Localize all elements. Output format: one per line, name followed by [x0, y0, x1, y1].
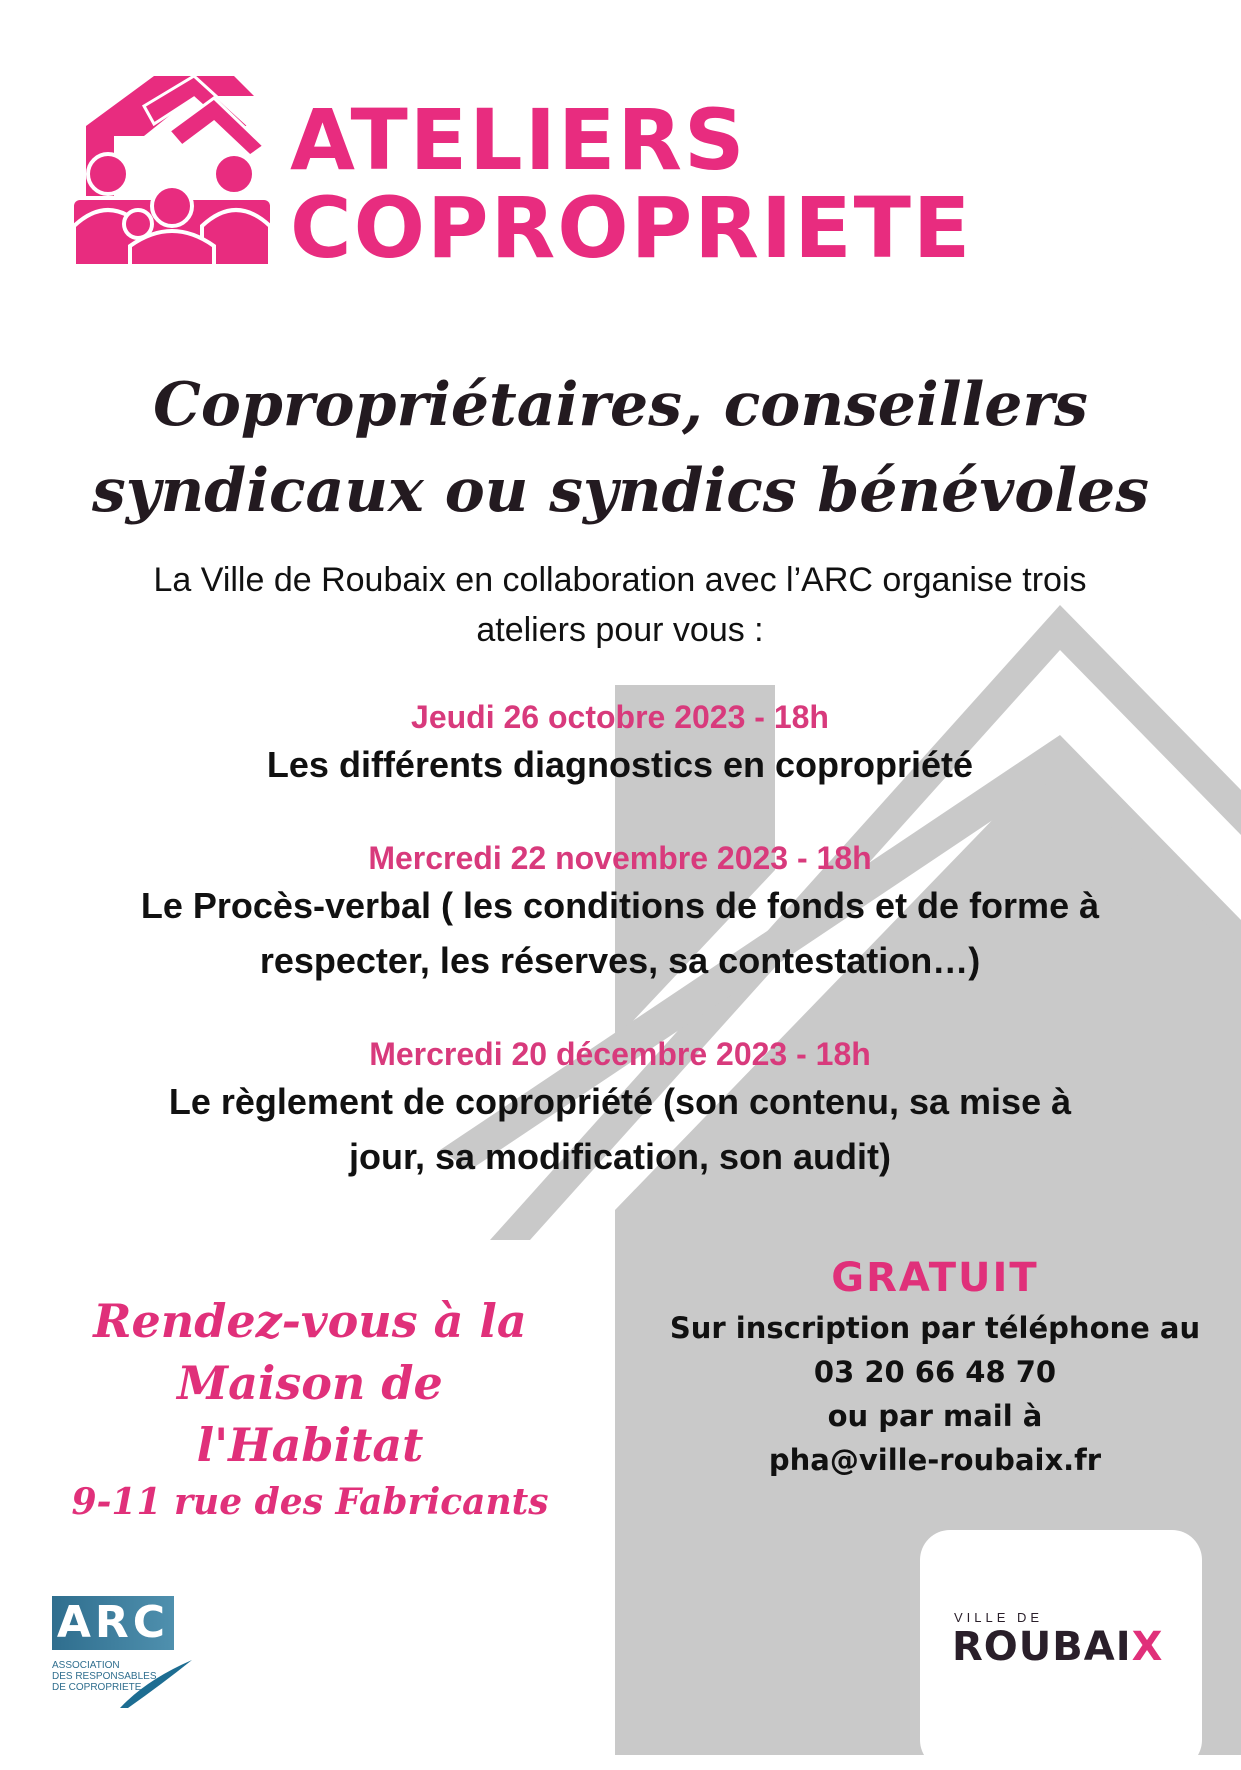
- workshop-topic: Les différents diagnostics en copropriété: [266, 744, 974, 785]
- workshop-topic: Le Procès-verbal ( les conditions de fonds et de forme à: [140, 885, 1100, 926]
- city-name-last-letter: X: [1131, 1624, 1164, 1670]
- audience-line-1: Copropriétaires, conseillers: [153, 370, 1088, 440]
- city-prefix: VILLE DE: [954, 1610, 1044, 1625]
- intro-line-1: La Ville de Roubaix en collaboration avec l’ARC organise trois: [153, 561, 1087, 599]
- city-logo-name: [952, 1624, 1163, 1670]
- intro-line-2: ateliers pour vous :: [476, 611, 764, 649]
- house-family-icon: [74, 76, 274, 266]
- venue-line-1: Rendez-vous à la: [93, 1294, 527, 1348]
- email-link[interactable]: pha@ville-roubaix.fr: [768, 1443, 1102, 1477]
- workshop-1: [60, 697, 1180, 792]
- arc-sub-line: DE COPROPRIETE: [52, 1682, 142, 1693]
- arc-swoosh-icon: [116, 1654, 196, 1710]
- arc-sub-line: ASSOCIATION: [52, 1660, 120, 1671]
- arc-sub-line: DES RESPONSABLES: [52, 1671, 157, 1682]
- workshop-topic: respecter, les réserves, sa contestation…): [259, 940, 981, 981]
- venue-line-2: Maison de l'Habitat: [177, 1356, 443, 1472]
- registration-line-3: ou par mail à: [827, 1399, 1043, 1433]
- registration-line-1: Sur inscription par téléphone au: [669, 1311, 1201, 1345]
- title-line-2: COPROPRIETE: [290, 179, 973, 277]
- workshop-2: [60, 838, 1180, 988]
- workshop-3: [60, 1034, 1180, 1184]
- city-name: ROUBAI: [952, 1624, 1132, 1670]
- workshop-topic: jour, sa modification, son audit): [348, 1136, 892, 1177]
- roubaix-logo-card: [920, 1530, 1202, 1770]
- workshop-date: Mercredi 20 décembre 2023 - 18h: [369, 1036, 871, 1072]
- venue-block: [70, 1290, 550, 1528]
- workshop-topic: Le règlement de copropriété (son contenu, sa mise à: [168, 1081, 1072, 1122]
- title-line-1: ATELIERS: [290, 91, 747, 189]
- price-label: GRATUIT: [831, 1255, 1039, 1301]
- page-title: [290, 91, 973, 277]
- registration-block: [640, 1250, 1230, 1482]
- phone-number[interactable]: 03 20 66 48 70: [813, 1355, 1057, 1389]
- venue-address: 9-11 rue des Fabricants: [71, 1481, 549, 1523]
- audience-heading: [0, 362, 1241, 534]
- arc-logo-name: ARC: [52, 1596, 174, 1650]
- workshop-date: Mercredi 22 novembre 2023 - 18h: [368, 840, 872, 876]
- intro-text: [80, 555, 1160, 655]
- audience-line-2: syndicaux ou syndics bénévoles: [91, 456, 1149, 526]
- arc-logo: [40, 1570, 200, 1710]
- workshop-date: Jeudi 26 octobre 2023 - 18h: [411, 699, 829, 735]
